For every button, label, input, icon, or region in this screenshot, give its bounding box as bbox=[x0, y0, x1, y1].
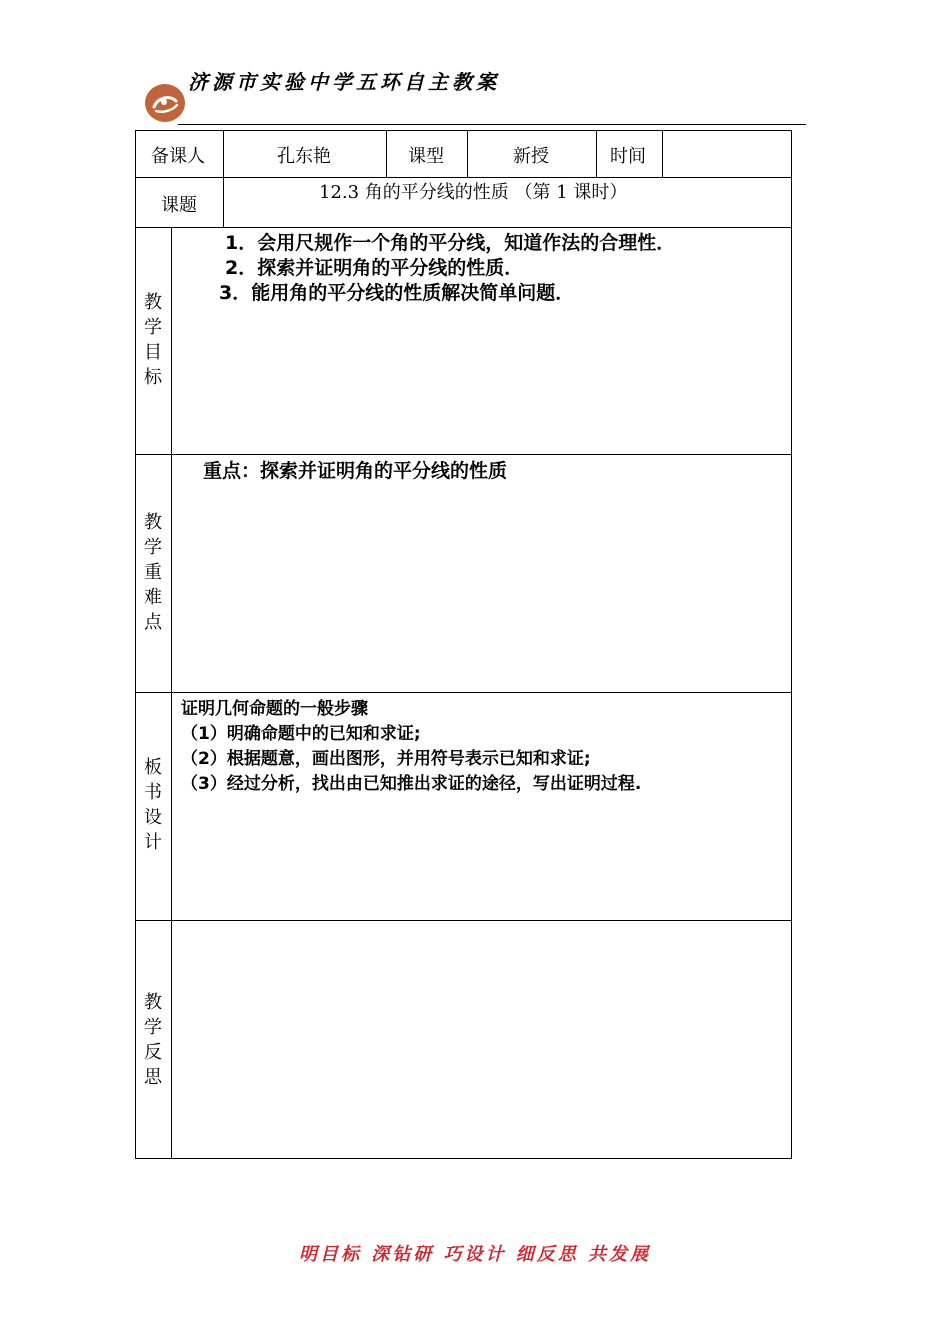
lesson-plan-table bbox=[135, 130, 792, 1159]
board-label: 板书设计 bbox=[144, 757, 162, 853]
preparer-value: 孔东艳 bbox=[277, 146, 331, 167]
footer-motto: 明目标 深钻研 巧设计 细反思 共发展 bbox=[298, 1244, 652, 1265]
goals-label: 教学目标 bbox=[144, 292, 162, 388]
key-points-text: 重点：探索并证明角的平分线的性质 bbox=[203, 460, 508, 482]
board-step: （2）根据题意，画出图形，并用符号表示已知和求证; bbox=[181, 749, 591, 769]
col-divider bbox=[467, 130, 468, 177]
col-divider bbox=[662, 130, 663, 177]
topic-label: 课题 bbox=[161, 195, 197, 216]
topic-value: 12.3 角的平分线的性质 （第 1 课时） bbox=[319, 182, 628, 203]
school-logo-icon bbox=[144, 83, 186, 123]
goal-item: 1．会用尺规作一个角的平分线，知道作法的合理性． bbox=[225, 232, 676, 254]
goal-item: 3．能用角的平分线的性质解决简单问题． bbox=[219, 282, 575, 304]
board-step: （1）明确命题中的已知和求证; bbox=[181, 724, 421, 744]
key-points-label: 教学重难点 bbox=[144, 512, 162, 633]
lesson-type-value: 新授 bbox=[513, 146, 549, 167]
row-divider bbox=[135, 920, 792, 921]
reflection-label: 教学反思 bbox=[144, 992, 162, 1088]
row-divider bbox=[135, 454, 792, 455]
col-divider bbox=[223, 130, 224, 177]
col-divider bbox=[223, 177, 224, 227]
col-divider bbox=[386, 130, 387, 177]
board-step: （3）经过分析，找出由已知推出求证的途径，写出证明过程. bbox=[181, 774, 642, 794]
board-title: 证明几何命题的一般步骤 bbox=[181, 699, 368, 719]
col-divider bbox=[596, 130, 597, 177]
row-divider bbox=[135, 692, 792, 693]
header-rule bbox=[178, 124, 806, 125]
lesson-type-label: 课型 bbox=[408, 146, 444, 167]
school-name: 济源市实验中学五环自主教案 bbox=[188, 70, 500, 94]
col-divider bbox=[171, 227, 172, 1159]
preparer-label: 备课人 bbox=[151, 146, 205, 167]
time-label: 时间 bbox=[610, 146, 646, 167]
goal-item: 2．探索并证明角的平分线的性质． bbox=[225, 257, 524, 279]
